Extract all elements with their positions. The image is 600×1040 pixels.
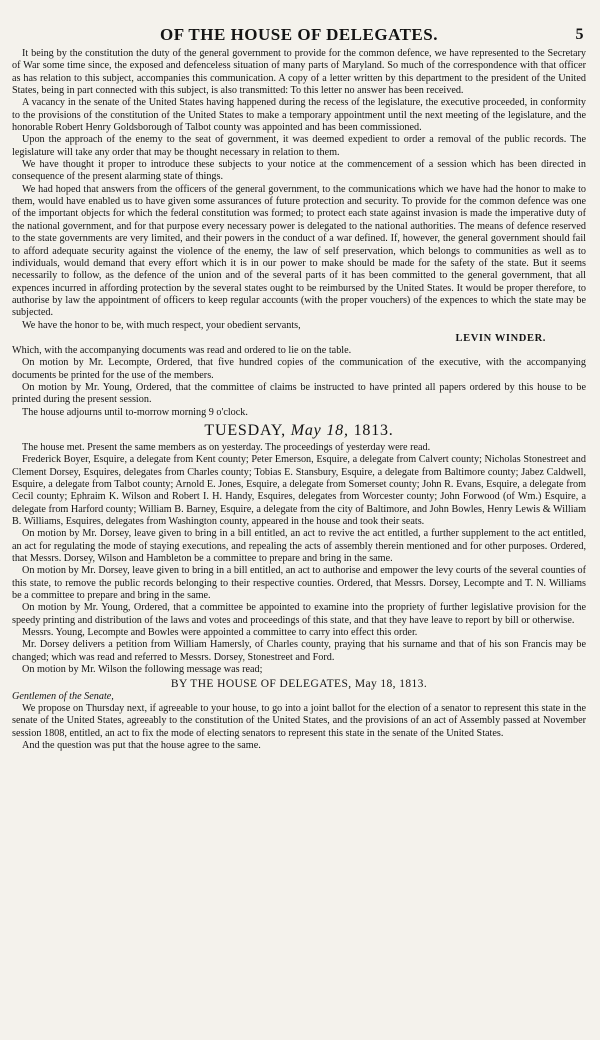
date-day: TUESDAY, xyxy=(204,421,286,439)
paragraph-motion-dorsey-records: On motion by Mr. Dorsey, leave given to bring in a bill entitled, an act to authorise and empower the levy courts of the several counties of this state, to remove the public records belonging to their respective counties. Ordered, that Messrs. Dorsey, Lecompte and T. N. Williams be a committee to prepare and bring in the same. xyxy=(12,565,586,602)
page-title: OF THE HOUSE OF DELEGATES. xyxy=(160,25,438,44)
paragraph-adjournment: The house adjourns until to-morrow morning 9 o'clock. xyxy=(22,406,248,418)
paragraph-committee-appointed: Messrs. Young, Lecompte and Bowles were appointed a committee to carry into effect this order. xyxy=(22,627,418,639)
paragraph-motion-young-printing: On motion by Mr. Young, Ordered, that a committee be appointed to examine into the propriety of further legislative provision for the speedy printing and distribution of the laws and votes and proceedings of this state, and that they have leave to report by bill or otherwise. xyxy=(12,602,586,626)
signature: LEVIN WINDER. xyxy=(455,332,546,344)
date-year: 1813. xyxy=(353,421,394,439)
paragraph-constitution-duty: It being by the constitution the duty of the general government to provide for the common defence, we have represented to the Secretary of War some time since, the exposed and defenceless situation of many parts of Maryland. So much of the correspondence with that officer as has relation to this subject, accompanies this communication. A copy of a letter written by this department to the president of the United States, being in part connected with this subject, is also transmitted: To this letter no answer has been received. xyxy=(12,48,586,97)
message-heading: BY THE HOUSE OF DELEGATES, May 18, 1813. xyxy=(170,677,428,690)
page-header xyxy=(12,22,586,48)
paragraph-motion-young-claims: On motion by Mr. Young, Ordered, that the committee of claims be instructed to have printed all papers ordered by this house to be printed during the present session. xyxy=(12,381,586,406)
paragraph-motion-dorsey-executions: On motion by Mr. Dorsey, leave given to bring in a bill entitled, an act to revive the act entitled, a further supplement to the act entitled, an act for regulating the mode of staying executions, and repealing the acts of assembly therein mentioned and for other purposes. Ordered, that Messrs. Dorsey, Wilson and Hambleton be a committee to prepare and bring in the same. xyxy=(12,528,586,565)
date-date: May 18, xyxy=(290,421,349,439)
paragraph-closing: We have the honor to be, with much respect, your obedient servants, xyxy=(22,319,301,331)
paragraph-motion-lecompte: On motion by Mr. Lecompte, Ordered, that five hundred copies of the communication of the executive, with the accompanying documents be printed for the use of the members. xyxy=(12,357,586,381)
paragraph-delegates-seated: Frederick Boyer, Esquire, a delegate from Kent county; Peter Emerson, Esquire, a delegate from Calvert county; Nicholas Stonestreet and Clement Dorsey, Esquires, delegates from Charles county; Tobias E. Stansbury, Esquire, a delegate from Baltimore county; Jabez Caldwell, Esquire, a delegate from Talbot county; Arnold E. Jones, Esquire, a delegate from Somerset county; John R. Evans, Esquire, a delegate from Cecil county; Ephraim K. Wilson and Robert I. H. Handy, Esquires, delegates from Worcester county; John Forwood (of Wm.) Esquire, a delegate from Harford county; William B. Barney, Esquire, a delegate from the city of Baltimore, and John Bowles, Henry Lewis & William B. Williams, Esquires, delegates from Washington county, appeared in the house and took their seats. xyxy=(12,454,586,528)
paragraph-senate-vacancy: A vacancy in the senate of the United States having happened during the recess of the legislature, the executive proceeded, in conformity to the provisions of the constitution of the United States to make a temporary appointment until the next meeting of the legislature, and the honorable Robert Henry Goldsborough of Talbot county was appointed and has been commissioned. xyxy=(12,97,586,134)
salutation: Gentlemen of the Senate, xyxy=(12,690,114,702)
paragraph-session-notice: We have thought it proper to introduce these subjects to your notice at the commencement of a session which has been directed in consequence of the present alarming state of things. xyxy=(12,159,586,183)
paragraph-question-put: And the question was put that the house agree to the same. xyxy=(22,739,261,751)
paragraph-joint-ballot: We propose on Thursday next, if agreeable to your house, to go into a joint ballot for the election of a senator to represent this state in the senate of the United States, agreeably to the constitution of the United States, and the provisions of an act of Assembly passed at November session 1808, entitled, an act to fix the mode of electing senators to represent this state in the senate of the United States. xyxy=(12,702,586,739)
paragraph-motion-wilson: On motion by Mr. Wilson the following message was read; xyxy=(22,664,263,676)
date-heading xyxy=(12,421,586,441)
paragraph-public-records: Upon the approach of the enemy to the seat of government, it was deemed expedient to order a removal of the public records. The legislature will take any order that may be thought necessary in relation to them. xyxy=(12,134,586,158)
paragraph-petition-hamersly: Mr. Dorsey delivers a petition from William Hamersly, of Charles county, praying that his surname and that of his son Francis may be changed; which was read and referred to Messrs. Dorsey, Stonestreet and Ford. xyxy=(12,639,586,663)
paragraph-house-met: The house met. Present the same members as on yesterday. The proceedings of yesterday were read. xyxy=(22,441,431,453)
paragraph-documents-read: Which, with the accompanying documents was read and ordered to lie on the table. xyxy=(12,344,352,356)
page-number: 5 xyxy=(575,26,584,43)
paragraph-common-defence: We had hoped that answers from the officers of the general government, to the communications which we have had the honor to make to them, would have enabled us to have given some assurances of future protection and security. To provide for the common defence was one of the important objects for which the federal constitution was formed; to protect each state against invasion is made the imperative duty of the national government, and for that purpose every necessary power is delegated to the national authorities. The means of defence reserved to the state governments are very limited, and their powers in the conduct of a war defined. If, however, the general government should fail to afford adequate security against the violence of the enemy, the law of self preservation, which belongs to communities as well as to individuals, would demand that every effort which it is in our power to make should be made for the safety of the state. But it seems necessarily to follow, as the defence of the union and of the several parts of it has been committed to the general government, that all expences incurred in affording protection by the several states ought to be reimbursed by the United States. It would be proper therefore, to authorise by law the appointment of officers to keep regular accounts (with the proper vouchers) of the expences to which the state may be subjected. xyxy=(12,183,586,319)
